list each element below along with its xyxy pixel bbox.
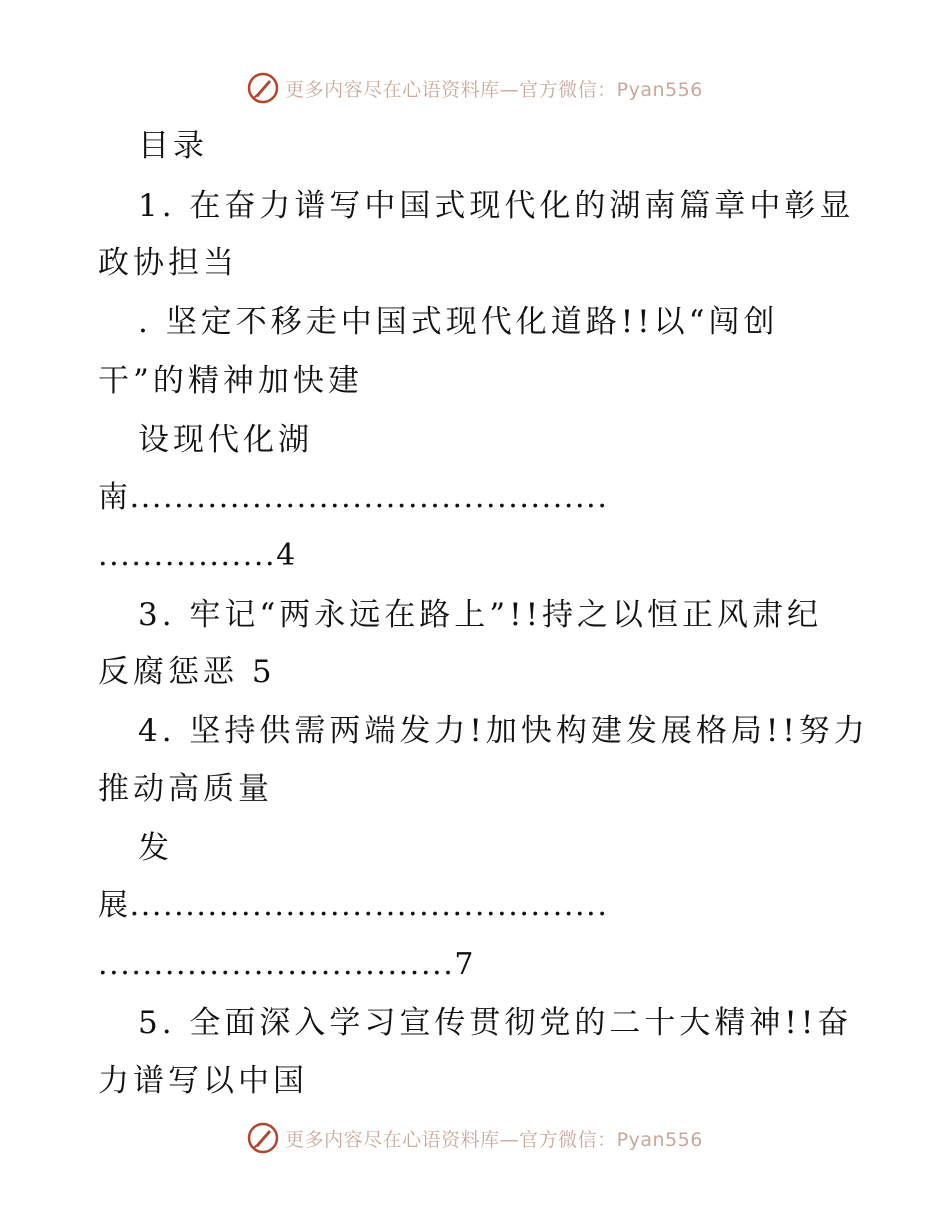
toc-line: 4. 坚持供需两端发力!加快构建发展格局!!努力 bbox=[138, 713, 869, 749]
toc-line: 设现代化湖 bbox=[138, 422, 313, 458]
toc-line: 反腐惩恶 5 bbox=[98, 654, 276, 690]
toc-line: 3. 牢记“两永远在路上”!!持之以恒正风肃纪 bbox=[138, 597, 823, 633]
watermark-text: 更多内容尽在心语资料库—官方微信：Pyan556 bbox=[285, 1128, 703, 1151]
quill-logo-icon bbox=[247, 1122, 279, 1154]
watermark-footer bbox=[0, 1122, 950, 1154]
toc-line: 1. 在奋力谱写中国式现代化的湖南篇章中彰显 bbox=[138, 188, 855, 224]
toc-line: 南........................................... bbox=[98, 480, 609, 515]
toc-line: 政协担当 bbox=[98, 245, 238, 281]
toc-line: . 坚定不移走中国式现代化道路!!以“闯创 bbox=[138, 304, 779, 340]
toc-line: 展........................................... bbox=[98, 888, 609, 923]
toc-line: 干”的精神加快建 bbox=[98, 363, 363, 399]
toc-line: ................................7 bbox=[98, 947, 476, 982]
toc-line: 推动高质量 bbox=[98, 771, 273, 807]
toc-line: 力谱写以中国 bbox=[98, 1063, 308, 1099]
watermark-header bbox=[0, 72, 950, 104]
toc-line: ................4 bbox=[98, 538, 297, 573]
toc-line: 5. 全面深入学习宣传贯彻党的二十大精神!!奋 bbox=[138, 1005, 853, 1041]
watermark-text: 更多内容尽在心语资料库—官方微信：Pyan556 bbox=[285, 78, 703, 101]
toc-line: 发 bbox=[138, 830, 173, 866]
toc-heading: 目录 bbox=[138, 128, 208, 164]
quill-logo-icon bbox=[247, 72, 279, 104]
